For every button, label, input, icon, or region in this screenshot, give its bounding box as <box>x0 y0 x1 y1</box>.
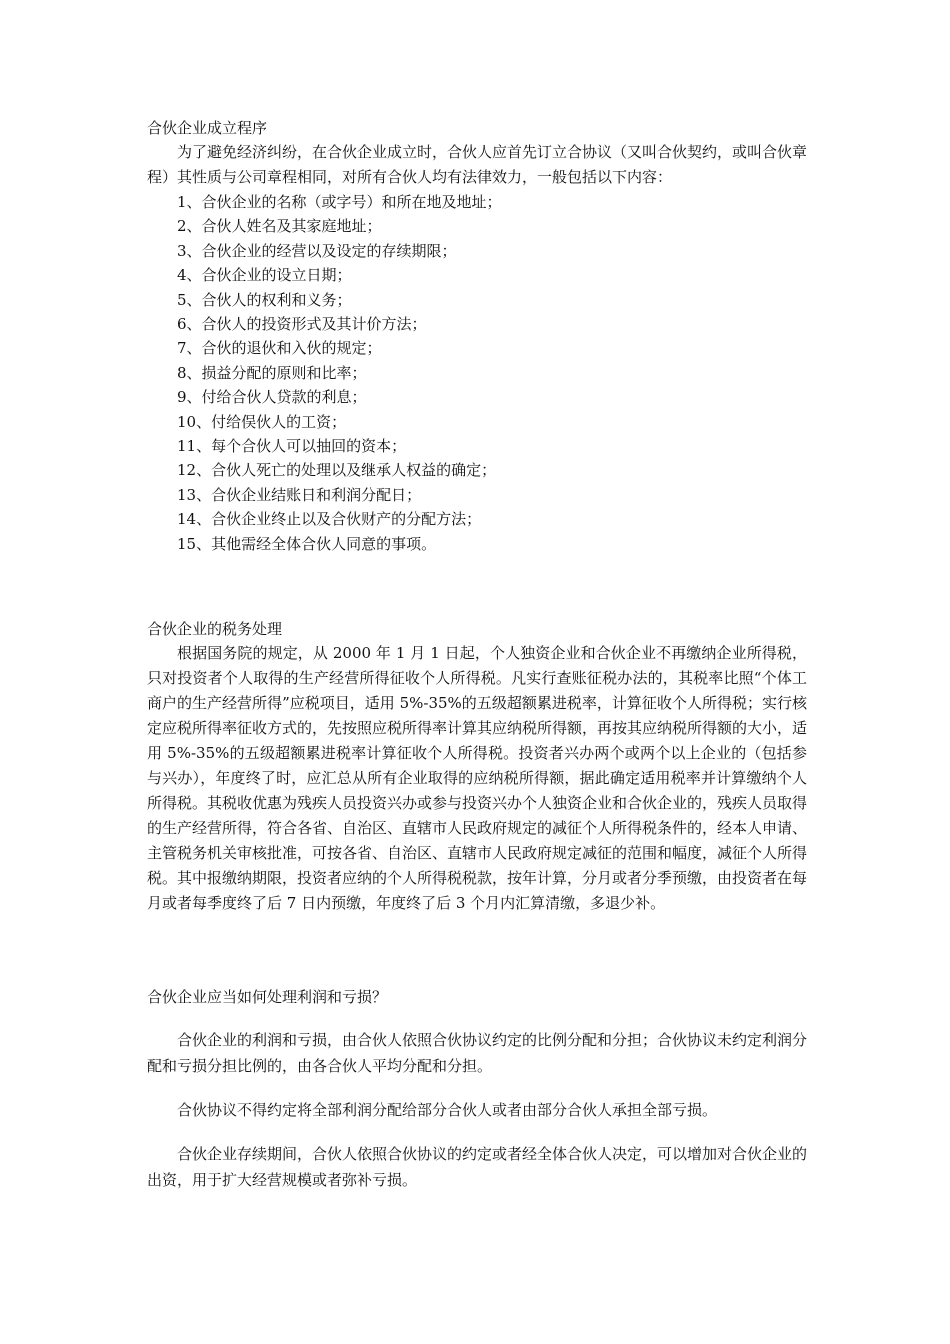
list-item: 8、损益分配的原则和比率； <box>177 363 367 382</box>
list-item: 3、合伙企业的经营以及设定的存续期限； <box>177 241 457 260</box>
section-intro: 为了避免经济纠纷，在合伙企业成立时，合伙人应首先订立合协议（又叫合伙契约，或叫合伙章程）其性质与公司章程相同，对所有合伙人均有法律效力，一般包括以下内容： <box>147 143 808 186</box>
section-paragraph: 合伙企业存续期间，合伙人依照合伙协议的约定或者经全体合伙人决定，可以增加对合伙企业的出资，用于扩大经营规模或者弥补亏损。 <box>147 1145 808 1189</box>
list-item: 15、其他需经全体合伙人同意的事项。 <box>177 534 437 553</box>
list-item: 11、每个合伙人可以抽回的资本； <box>177 437 407 456</box>
section-title: 合伙企业成立程序 <box>147 119 268 137</box>
list-item: 6、合伙人的投资形式及其计价方法； <box>177 315 427 334</box>
section-profit-loss <box>147 985 807 1193</box>
list-item: 5、合伙人的权利和义务； <box>177 290 352 309</box>
section-paragraph: 合伙企业的利润和亏损，由合伙人依照合伙协议约定的比例分配和分担；合伙协议未约定利润分配和亏损分担比例的，由各合伙人平均分配和分担。 <box>147 1031 808 1075</box>
section-body: 根据国务院的规定，从 2000 年 1 月 1 日起，个人独资企业和合伙企业不再缴纳企业所得税，只对投资者个人取得的生产经营所得征收个人所得税。凡实行查账征税办法的，其税率比照“个体工商户的生产经营所得”应税项目，适用 5%-35%的五级超额累进税率，计算征收个人所得税；实行核定应税所得率征收方式的，先按照应税所得率计算其应纳税所得额，再按其应纳税所得额的大小，适用 5%-35%的五级超额累进税率计算征收个人所得税。投资者兴办两个或两个以上企业的（包括参与兴办），年度终了时，应汇总从所有企业取得的应纳税所得额，据此确定适用税率并计算缴纳个人所得税。其税收优惠为残疾人员投资兴办或参与投资兴办个人独资企业和合伙企业的，残疾人员取得的生产经营所得，符合各省、自治区、直辖市人民政府规定的减征个人所得税条件的，经本人申请、主管税务机关审核批准，可按各省、自治区、直辖市人民政府规定减征的范围和幅度，减征个人所得税。其中报缴纳期限，投资者应纳的个人所得税税款，按年计算，分月或者分季预缴，由投资者在每月或者每季度终了后 7 日内预缴，年度终了后 3 个月内汇算清缴，多退少补。 <box>147 644 808 912</box>
list-item: 9、付给合伙人贷款的利息； <box>177 388 367 407</box>
section-title: 合伙企业应当如何处理利润和亏损？ <box>147 988 388 1006</box>
section-tax-treatment <box>147 617 807 916</box>
list-item: 2、合伙人姓名及其家庭地址； <box>177 217 382 236</box>
section-paragraph: 合伙协议不得约定将全部利润分配给部分合伙人或者由部分合伙人承担全部亏损。 <box>177 1101 718 1119</box>
list-item: 13、合伙企业结账日和利润分配日； <box>177 485 422 504</box>
list-item: 12、合伙人死亡的处理以及继承人权益的确定； <box>177 461 497 480</box>
list-item: 4、合伙企业的设立日期； <box>177 266 352 285</box>
list-item: 14、合伙企业终止以及合伙财产的分配方法； <box>177 510 482 529</box>
requirements-list <box>147 190 807 556</box>
list-item: 10、付给俣伙人的工资； <box>177 412 347 431</box>
section-partnership-establishment <box>147 116 807 556</box>
section-title: 合伙企业的税务处理 <box>147 620 283 638</box>
list-item: 1、合伙企业的名称（或字号）和所在地及地址； <box>177 193 502 211</box>
list-item: 7、合伙的退伙和入伙的规定； <box>177 339 382 358</box>
